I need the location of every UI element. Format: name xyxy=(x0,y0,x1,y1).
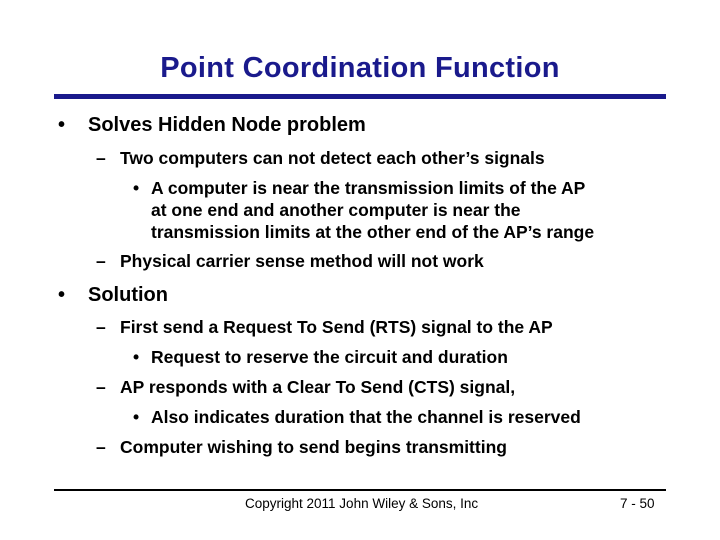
footer-copyright: Copyright 2011 John Wiley & Sons, Inc xyxy=(245,496,479,511)
level3-bullet-marker: • xyxy=(133,178,140,198)
level2-dash-marker: – xyxy=(96,251,106,271)
bullet-solution: Solution xyxy=(88,284,168,306)
footer-page-number: 7 - 50 xyxy=(620,496,655,511)
subsub-indicates-duration: Also indicates duration that the channel is reserved xyxy=(151,407,581,427)
level3-bullet-marker: • xyxy=(133,347,140,367)
subsub-computer-near-limits-line3: transmission limits at the other end of the AP’s range xyxy=(151,222,595,242)
level2-dash-marker: – xyxy=(96,437,106,457)
level1-bullet-marker: • xyxy=(58,284,66,306)
level2-dash-marker: – xyxy=(96,148,106,168)
subbullet-two-computers: Two computers can not detect each other’s signals xyxy=(120,148,545,168)
level1-bullet-marker: • xyxy=(58,114,66,136)
subbullet-first-send-rts: First send a Request To Send (RTS) signal to the AP xyxy=(120,317,553,337)
subbullet-computer-begins-transmitting: Computer wishing to send begins transmitting xyxy=(120,437,507,457)
subsub-request-reserve: Request to reserve the circuit and duration xyxy=(151,347,508,367)
level3-bullet-marker: • xyxy=(133,407,140,427)
subsub-computer-near-limits-line2: at one end and another computer is near the xyxy=(151,200,521,220)
subsub-computer-near-limits-line1: A computer is near the transmission limits of the AP xyxy=(151,178,586,198)
footer-rule xyxy=(54,489,666,491)
subbullet-physical-carrier-sense: Physical carrier sense method will not work xyxy=(120,251,484,271)
subbullet-ap-responds-cts: AP responds with a Clear To Send (CTS) signal, xyxy=(120,377,516,397)
bullet-solves-hidden-node: Solves Hidden Node problem xyxy=(88,114,366,136)
title-underline xyxy=(54,94,666,99)
level2-dash-marker: – xyxy=(96,317,106,337)
level2-dash-marker: – xyxy=(96,377,106,397)
slide-title: Point Coordination Function xyxy=(160,52,560,84)
